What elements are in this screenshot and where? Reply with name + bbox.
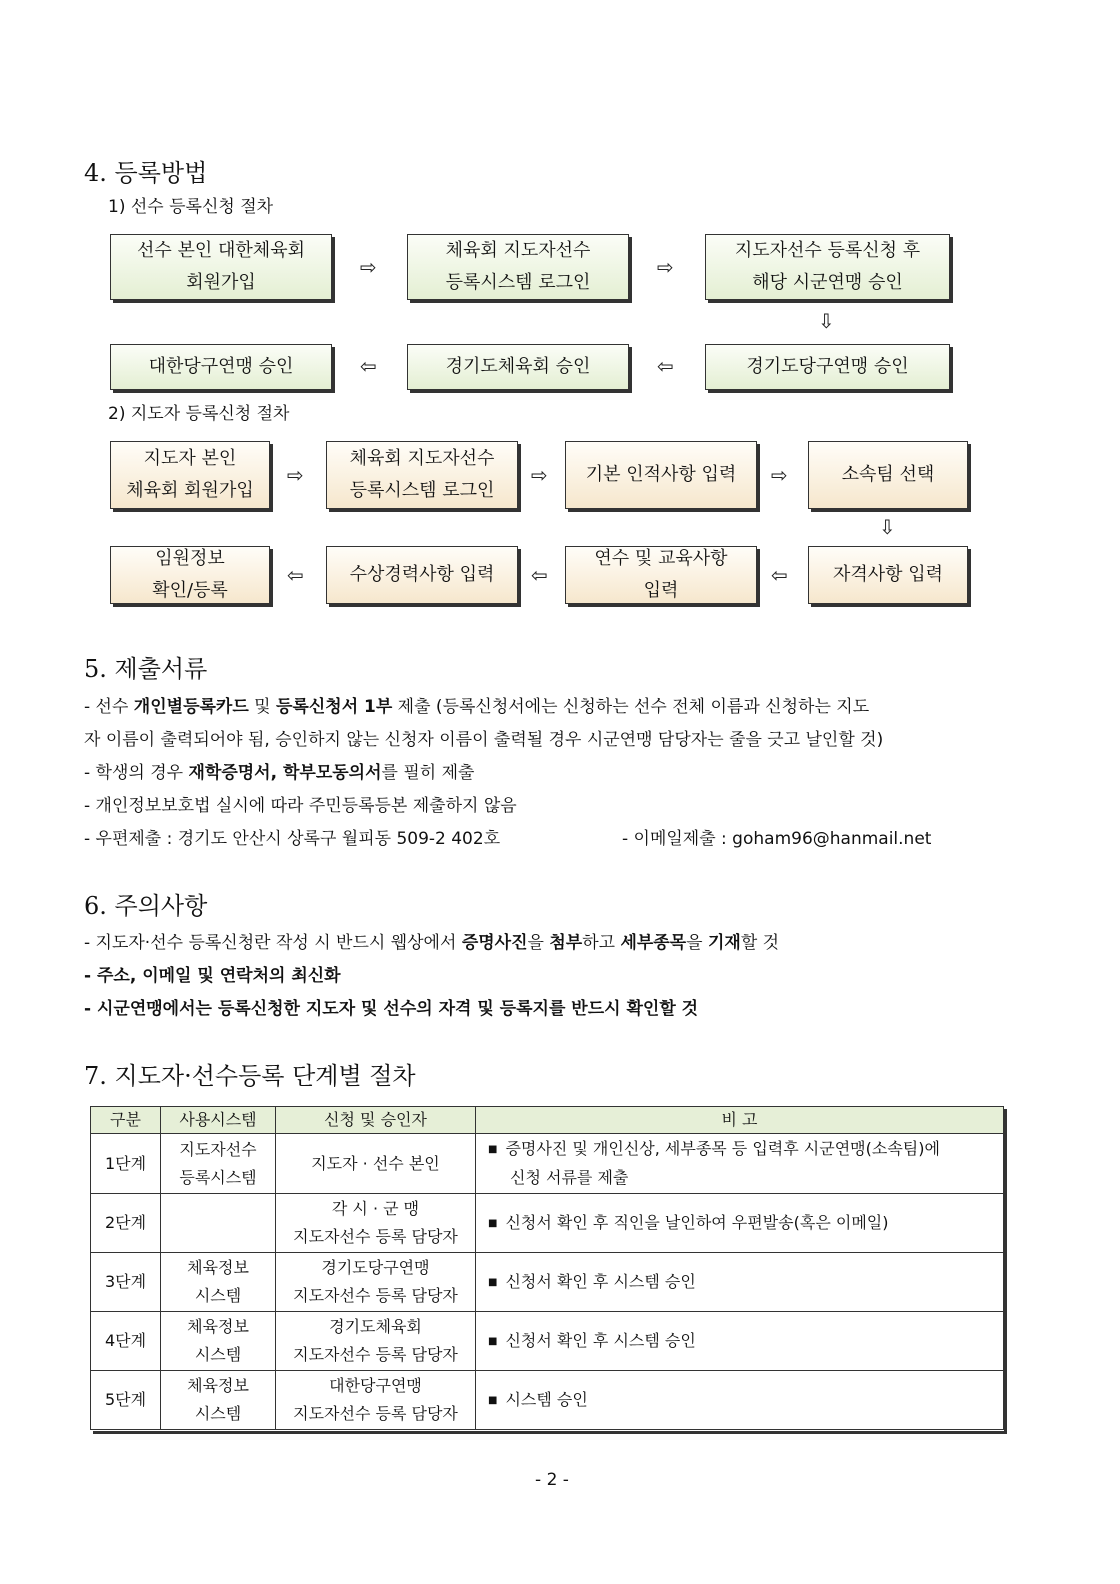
- arrow-down-icon: ⇩: [879, 515, 896, 539]
- system-cell: 지도자선수 등록시스템: [161, 1134, 276, 1194]
- step-cell: 1단계: [91, 1134, 161, 1194]
- flow1-step-gyeonggi-sports-approval: 경기도체육회 승인: [407, 344, 629, 390]
- postal-submission: - 우편제출 : 경기도 안산시 상록구 월피동 509-2 402호: [84, 829, 501, 849]
- flow1-step-kbf-approval: 대한당구연맹 승인: [110, 344, 332, 390]
- arrow-right-icon: ⇨: [771, 463, 788, 487]
- arrow-right-icon: ⇨: [657, 255, 674, 279]
- arrow-left-icon: ⇦: [657, 354, 674, 378]
- flow1-step-gyeonggi-billiards-approval: 경기도당구연맹 승인: [705, 344, 950, 390]
- approver-cell: 대한당구연맹 지도자선수 등록 담당자: [276, 1371, 476, 1430]
- table-header-row: [91, 1107, 1004, 1134]
- flow2-step-qualification: 자격사항 입력: [808, 546, 968, 604]
- documents-line-4: - 개인정보보호법 실시에 따라 주민등록등본 제출하지 않음: [84, 796, 517, 816]
- note-cell: ■ 신청서 확인 후 시스템 승인: [476, 1253, 1004, 1312]
- arrow-down-icon: ⇩: [818, 309, 835, 333]
- step-cell: 2단계: [91, 1194, 161, 1253]
- col-header-approver: 신청 및 승인자: [276, 1107, 476, 1134]
- bullet-icon: ■: [488, 1144, 498, 1155]
- col-header-step: 구분: [91, 1107, 161, 1134]
- documents-line-2: 자 이름이 출력되어야 됨, 승인하지 않는 신청자 이름이 출력될 경우 시군연맹 담당자는 줄을 긋고 날인할 것): [84, 730, 884, 750]
- caution-line-2: - 주소, 이메일 및 연락처의 최신화: [84, 966, 341, 986]
- note-cell: ■ 신청서 확인 후 직인을 날인하여 우편발송(혹은 이메일): [476, 1194, 1004, 1253]
- arrow-left-icon: ⇦: [287, 563, 304, 587]
- arrow-left-icon: ⇦: [360, 354, 377, 378]
- table-row: [91, 1134, 1004, 1194]
- email-submission: - 이메일제출 : goham96@hanmail.net: [622, 829, 932, 849]
- table-row: [91, 1312, 1004, 1371]
- flow2-step-login: 체육회 지도자선수 등록시스템 로그인: [326, 441, 518, 509]
- approver-cell: 경기도당구연맹 지도자선수 등록 담당자: [276, 1253, 476, 1312]
- section-6-title: 6. 주의사항: [84, 892, 208, 920]
- documents-line-3: - 학생의 경우 재학증명서, 학부모동의서를 필히 제출: [84, 763, 475, 783]
- system-cell: 체육정보 시스템: [161, 1371, 276, 1430]
- registration-steps-table: [90, 1106, 1004, 1430]
- note-cell: ■ 신청서 확인 후 시스템 승인: [476, 1312, 1004, 1371]
- bullet-icon: ■: [488, 1276, 498, 1288]
- flow1-step-city-approval: 지도자선수 등록신청 후 해당 시군연맹 승인: [705, 234, 950, 300]
- page-number: - 2 -: [535, 1470, 569, 1490]
- flow1-step-signup: 선수 본인 대한체육회 회원가입: [110, 234, 332, 300]
- flow2-step-team-select: 소속팀 선택: [808, 441, 968, 509]
- step-cell: 5단계: [91, 1371, 161, 1430]
- approver-cell: 경기도체육회 지도자선수 등록 담당자: [276, 1312, 476, 1371]
- flow2-step-signup: 지도자 본인 체육회 회원가입: [110, 441, 270, 509]
- caution-line-3: - 시군연맹에서는 등록신청한 지도자 및 선수의 자격 및 등록지를 반드시 확인할 것: [84, 999, 699, 1019]
- sub-heading-coach: 2) 지도자 등록신청 절차: [108, 404, 290, 424]
- step-cell: 3단계: [91, 1253, 161, 1312]
- arrow-right-icon: ⇨: [360, 255, 377, 279]
- section-5-title: 5. 제출서류: [84, 655, 208, 683]
- arrow-left-icon: ⇦: [531, 563, 548, 587]
- note-cell: ■ 시스템 승인: [476, 1371, 1004, 1430]
- step-cell: 4단계: [91, 1312, 161, 1371]
- approver-cell: 각 시 · 군 맹 지도자선수 등록 담당자: [276, 1194, 476, 1253]
- bullet-icon: ■: [488, 1335, 498, 1347]
- approver-cell: 지도자 · 선수 본인: [276, 1134, 476, 1194]
- system-cell: 체육정보 시스템: [161, 1312, 276, 1371]
- col-header-system: 사용시스템: [161, 1107, 276, 1134]
- flow1-step-login: 체육회 지도자선수 등록시스템 로그인: [407, 234, 629, 300]
- documents-line-1: - 선수 개인별등록카드 및 등록신청서 1부 제출 (등록신청서에는 신청하는 선수 전체 이름과 신청하는 지도: [84, 697, 870, 717]
- arrow-right-icon: ⇨: [287, 463, 304, 487]
- flow2-step-awards: 수상경력사항 입력: [326, 546, 518, 604]
- sub-heading-athlete: 1) 선수 등록신청 절차: [108, 197, 274, 217]
- table-row: [91, 1194, 1004, 1253]
- arrow-right-icon: ⇨: [531, 463, 548, 487]
- section-4-title: 4. 등록방법: [84, 159, 208, 187]
- caution-line-1: - 지도자·선수 등록신청란 작성 시 반드시 웹상에서 증명사진을 첨부하고 세부종목을 기재할 것: [84, 933, 780, 953]
- arrow-left-icon: ⇦: [771, 563, 788, 587]
- flow2-step-training: 연수 및 교육사항 입력: [565, 546, 757, 604]
- section-7-title: 7. 지도자·선수등록 단계별 절차: [84, 1062, 416, 1090]
- table-row: [91, 1253, 1004, 1312]
- col-header-note: 비 고: [476, 1107, 1004, 1134]
- system-cell: [161, 1194, 276, 1253]
- bullet-icon: ■: [488, 1217, 498, 1229]
- flow2-step-basic-info: 기본 인적사항 입력: [565, 441, 757, 509]
- system-cell: 체육정보 시스템: [161, 1253, 276, 1312]
- bullet-icon: ■: [488, 1394, 498, 1406]
- flow2-step-officer-info: 임원정보 확인/등록: [110, 546, 270, 604]
- table-row: [91, 1371, 1004, 1430]
- note-cell: ■ 증명사진 및 개인신상, 세부종목 등 입력후 시군연맹(소속팀)에 신청 서류를 제출: [476, 1134, 1004, 1194]
